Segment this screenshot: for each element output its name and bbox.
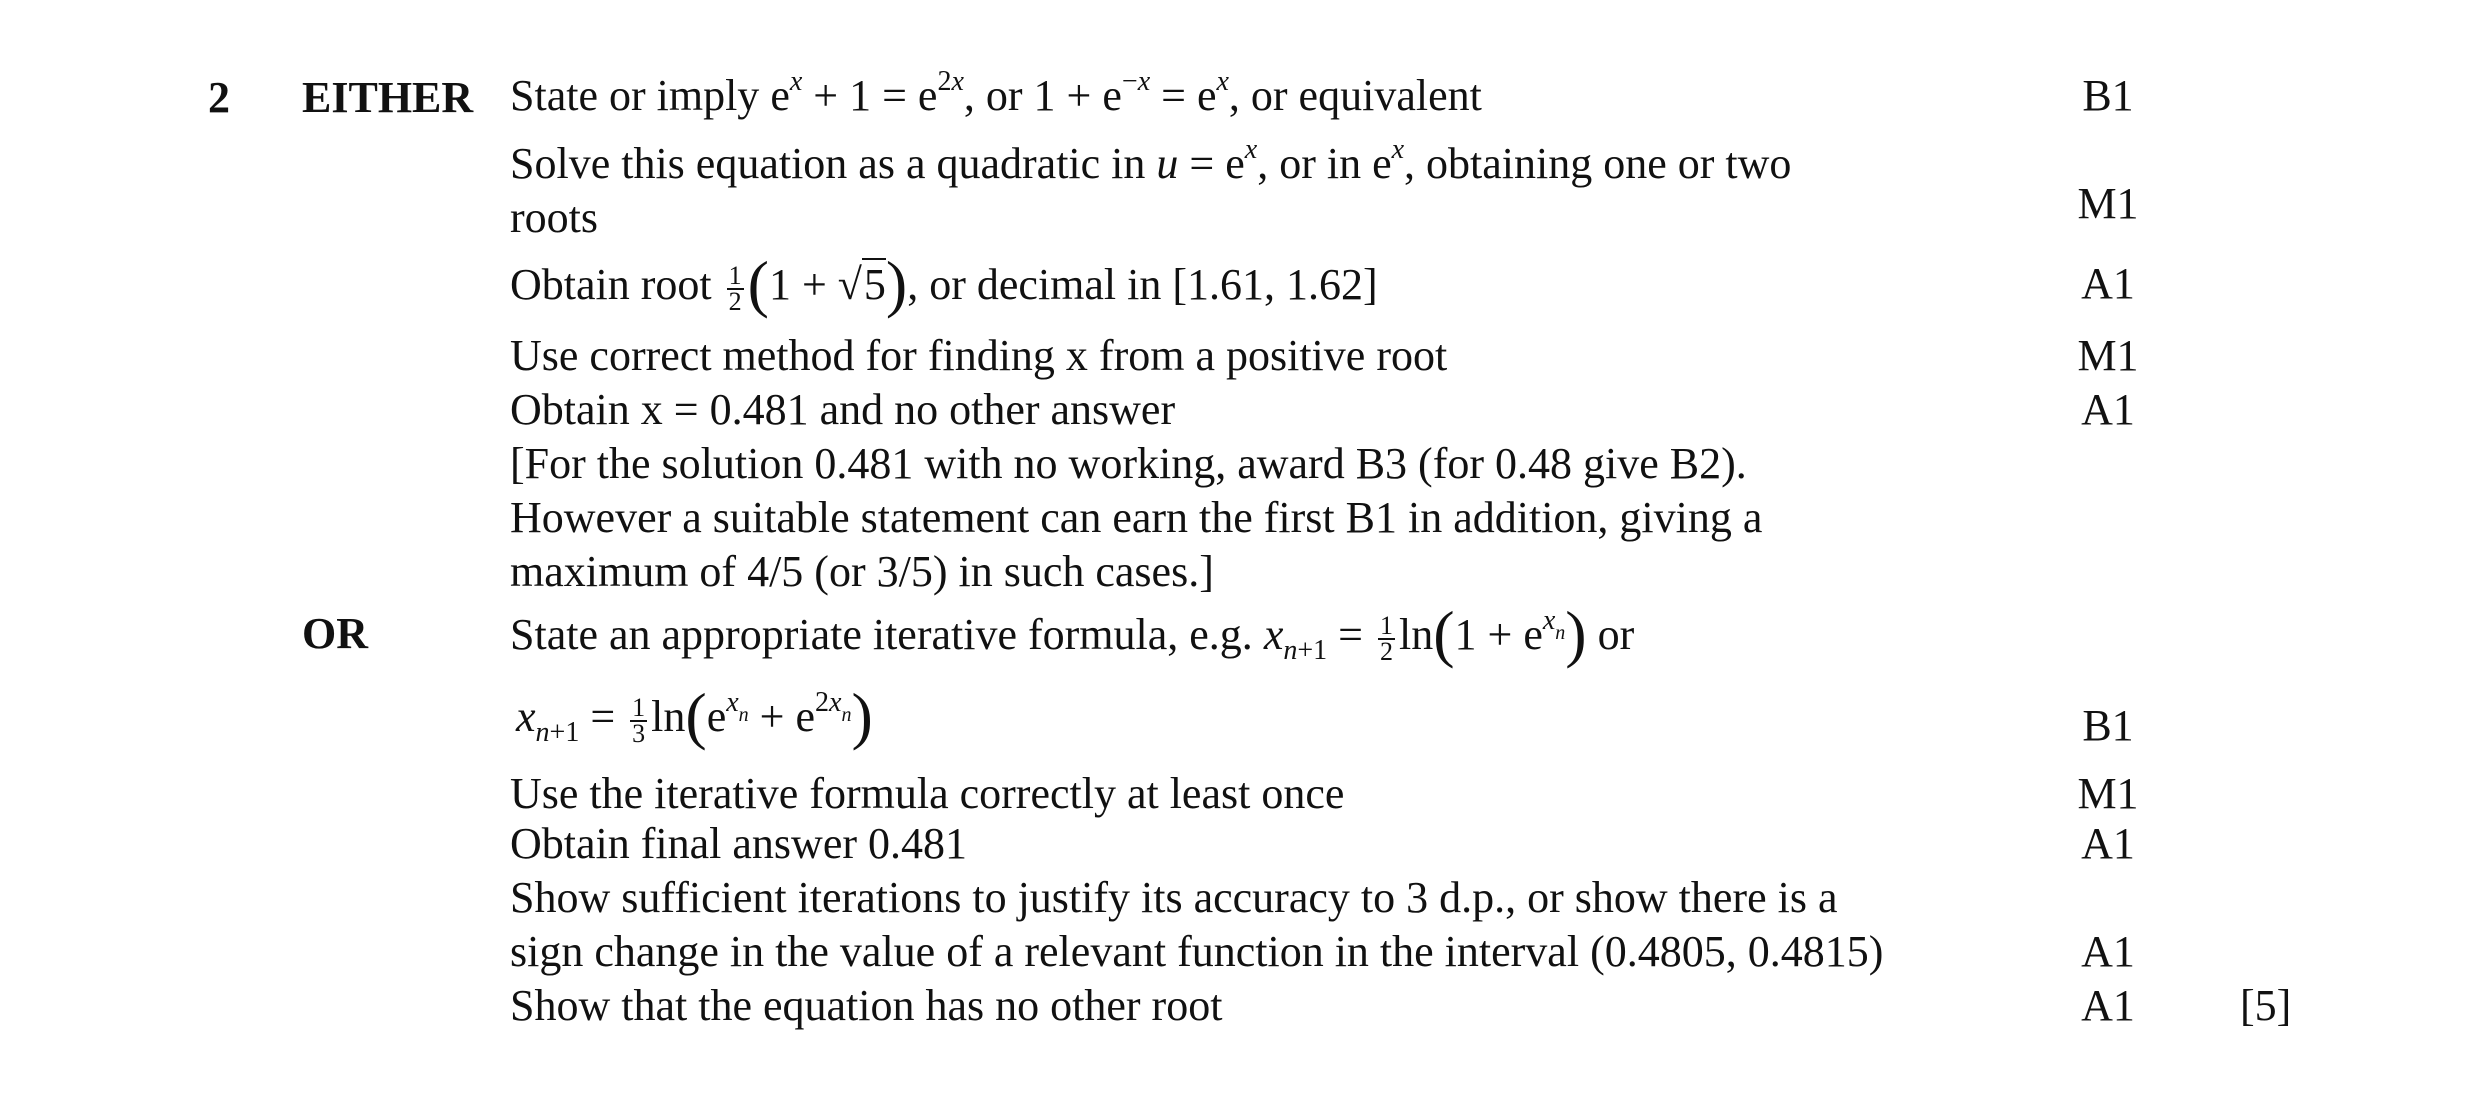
either-line-5: Use correct method for finding x from a positive root <box>510 331 1448 380</box>
or-line-7: Show that the equation has no other root <box>510 981 1223 1030</box>
either-line-8: However a suitable statement can earn the first B1 in addition, giving a <box>510 493 1763 542</box>
mark-a1-or-accuracy: A1 <box>2081 927 2135 976</box>
mark-m1-or: M1 <box>2077 769 2139 818</box>
or-line-3: Use the iterative formula correctly at least once <box>510 769 1345 818</box>
or-line-4: Obtain final answer 0.481 <box>510 819 967 868</box>
or-line-5: Show sufficient iterations to justify its accuracy to 3 d.p., or show there is a <box>510 873 1838 922</box>
either-label: EITHER <box>302 73 474 122</box>
either-line-3: roots <box>510 193 598 242</box>
total-marks: [5] <box>2240 981 2292 1030</box>
mark-a1-or-answer: A1 <box>2081 819 2135 868</box>
mark-m1-either-quadratic: M1 <box>2077 179 2139 228</box>
mark-b1-either: B1 <box>2082 71 2134 120</box>
either-line-7: [For the solution 0.481 with no working, award B3 (for 0.48 give B2). <box>510 439 1747 488</box>
mark-a1-either-root: A1 <box>2081 259 2135 308</box>
or-line-6: sign change in the value of a relevant function in the interval (0.4805, 0.4815) <box>510 927 1884 976</box>
mark-b1-or: B1 <box>2082 701 2134 750</box>
question-number: 2 <box>208 73 230 122</box>
either-line-2: Solve this equation as a quadratic in $u = e^x$, or in $e^x$, obtaining one or two <box>510 134 1792 188</box>
or-line-2-formula: $x_{n+1}$ = $\frac{1}{3}$ $\ln(e^{x_n} + e^{2x_n})$ <box>516 680 873 751</box>
or-line-1: State an appropriate iterative formula, e.g. $x_{n+1}$ = $\frac{1}{2}$ $\ln(1 + e^{x_n})$ or <box>510 598 1635 669</box>
mark-m1-either-method: M1 <box>2077 331 2139 380</box>
either-line-4: Obtain root $\frac{1}{2}$ (1 + √5), or decimal in [1.61, 1.62] <box>510 248 1378 319</box>
mark-a1-either-answer: A1 <box>2081 385 2135 434</box>
either-line-9: maximum of 4/5 (or 3/5) in such cases.] <box>510 547 1214 596</box>
either-line-1: State or imply $e^x + 1 = e^{2x}$, or $1 + e^{-x} = e^x$, or equivalent <box>510 66 1482 120</box>
or-label: OR <box>302 609 368 658</box>
mark-a1-or-no-other-root: A1 <box>2081 981 2135 1030</box>
either-line-6: Obtain x = 0.481 and no other answer <box>510 385 1176 434</box>
